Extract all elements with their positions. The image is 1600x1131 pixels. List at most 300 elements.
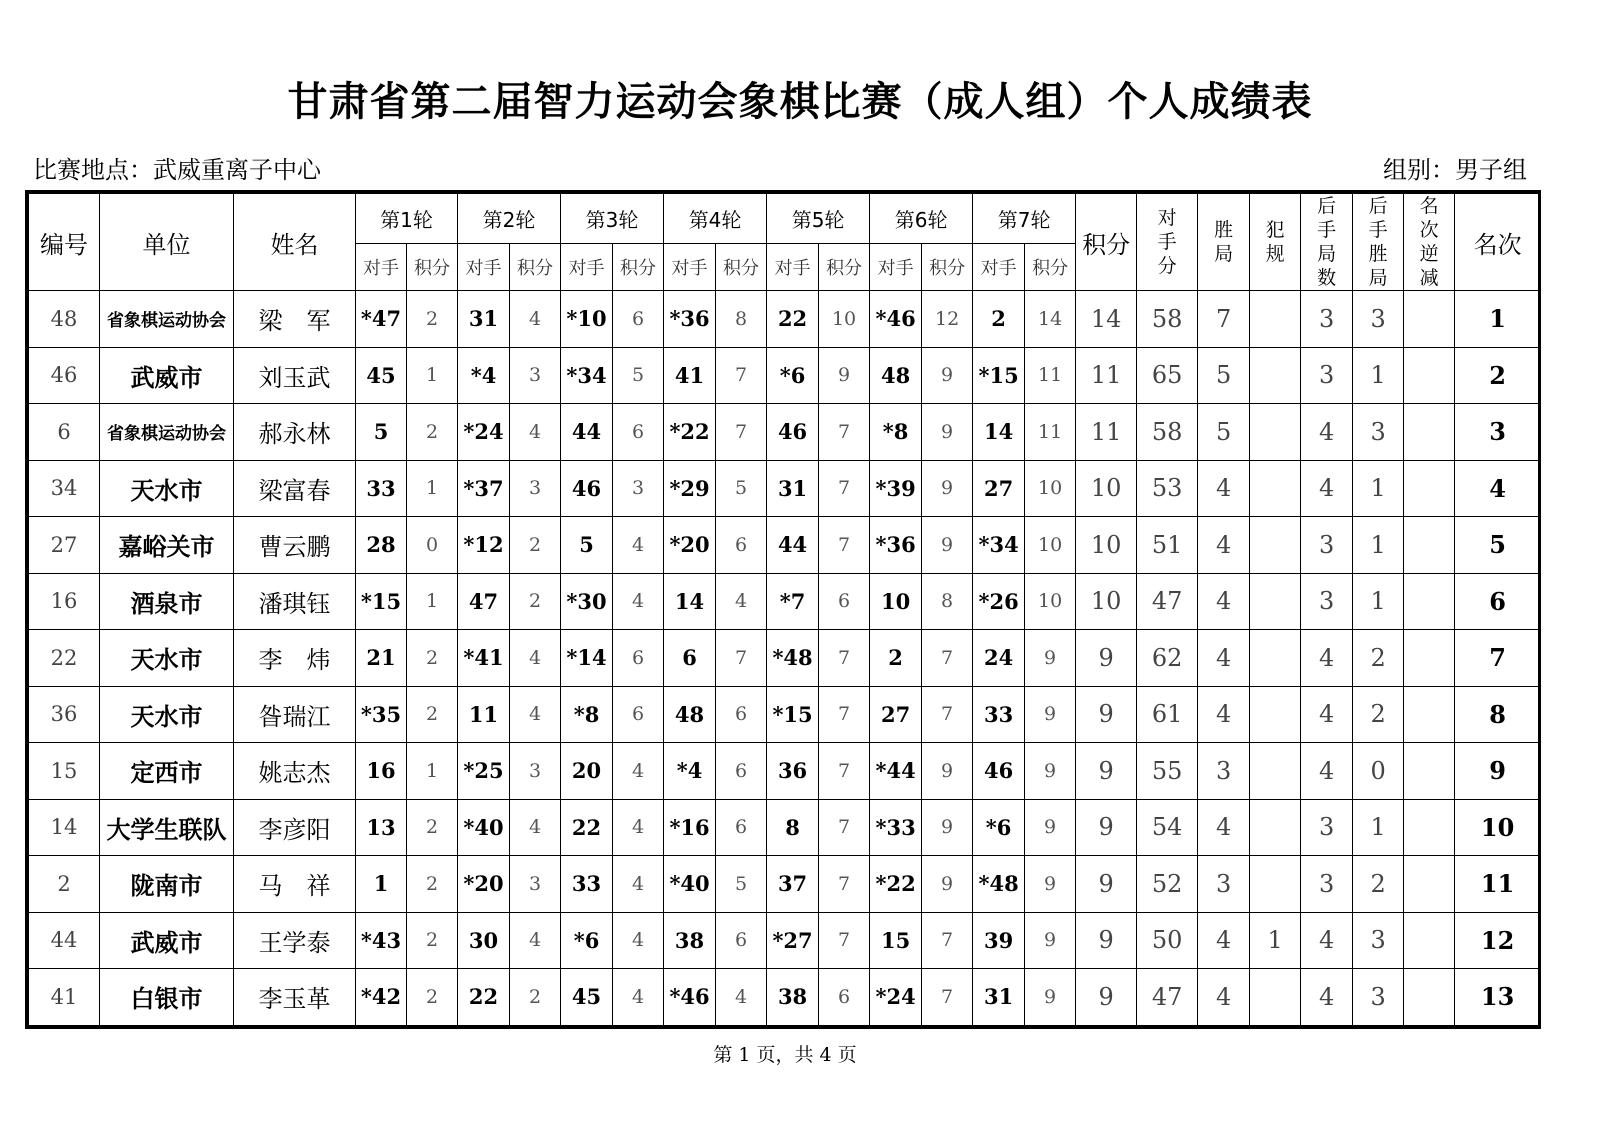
player-name: 刘玉武 [234,347,356,404]
table-row [29,856,1541,913]
total-score: 9 [1076,799,1137,856]
header-rank-reverse: 名次逆减 [1404,194,1455,291]
round-4-points: 5 [716,460,767,517]
rank-reverse [1404,912,1455,969]
header-round-5: 第5轮 [767,194,870,244]
round-3-opponent: *6 [561,912,613,969]
subheader-points-r4: 积分 [716,244,767,291]
player-number: 27 [29,517,100,574]
round-5-opponent: 8 [767,799,819,856]
round-4-points: 6 [716,517,767,574]
opponent-score: 54 [1137,799,1198,856]
header-round-6: 第6轮 [870,194,973,244]
fouls [1250,630,1301,687]
round-1-opponent: 1 [356,856,407,913]
venue-label: 比赛地点：武威重离子中心 [33,156,321,184]
header-black-games: 后手局数 [1301,194,1353,291]
table-row [29,291,1541,348]
fouls [1250,743,1301,800]
round-2-opponent: 11 [458,686,510,743]
subheader-points-r1: 积分 [407,244,458,291]
fouls [1250,404,1301,461]
round-4-opponent: 38 [664,912,716,969]
round-5-opponent: 44 [767,517,819,574]
round-6-points: 9 [922,799,973,856]
total-score: 9 [1076,856,1137,913]
round-1-points: 1 [407,743,458,800]
page-footer: 第 1 页，共 4 页 [713,1044,857,1066]
round-4-opponent: *22 [664,404,716,461]
round-5-opponent: 36 [767,743,819,800]
round-7-points: 9 [1025,686,1076,743]
rank-reverse [1404,291,1455,348]
rank-reverse [1404,347,1455,404]
round-4-points: 7 [716,404,767,461]
round-5-opponent: *15 [767,686,819,743]
round-4-opponent: *29 [664,460,716,517]
round-4-points: 6 [716,743,767,800]
rank-reverse [1404,404,1455,461]
round-4-points: 6 [716,686,767,743]
round-2-points: 4 [510,291,561,348]
round-7-opponent: *26 [973,573,1025,630]
black-games: 4 [1301,460,1353,517]
round-5-opponent: 46 [767,404,819,461]
black-wins: 2 [1353,630,1404,687]
opponent-score: 55 [1137,743,1198,800]
wins: 4 [1198,686,1250,743]
player-name: 梁 军 [234,291,356,348]
round-5-opponent: 38 [767,969,819,1026]
round-6-opponent: 2 [870,630,922,687]
wins: 4 [1198,573,1250,630]
player-unit: 酒泉市 [100,573,234,630]
round-6-points: 7 [922,630,973,687]
player-name: 李 炜 [234,630,356,687]
round-1-points: 2 [407,404,458,461]
round-5-opponent: *6 [767,347,819,404]
round-2-opponent: *4 [458,347,510,404]
black-wins: 1 [1353,573,1404,630]
fouls: 1 [1250,912,1301,969]
player-number: 22 [29,630,100,687]
opponent-score: 65 [1137,347,1198,404]
subheader-opponent-r4: 对手 [664,244,716,291]
round-1-points: 2 [407,912,458,969]
player-name: 姚志杰 [234,743,356,800]
player-unit: 武威市 [100,912,234,969]
table-row [29,912,1541,969]
rank-reverse [1404,517,1455,574]
round-5-opponent: *48 [767,630,819,687]
round-1-opponent: 28 [356,517,407,574]
total-score: 10 [1076,517,1137,574]
player-unit: 省象棋运动协会 [100,291,234,348]
black-games: 3 [1301,291,1353,348]
opponent-score: 50 [1137,912,1198,969]
round-4-opponent: *46 [664,969,716,1026]
round-6-opponent: *39 [870,460,922,517]
rank-reverse [1404,856,1455,913]
player-number: 48 [29,291,100,348]
round-3-opponent: *10 [561,291,613,348]
round-2-points: 4 [510,630,561,687]
round-3-opponent: *34 [561,347,613,404]
round-7-opponent: 27 [973,460,1025,517]
round-2-points: 3 [510,347,561,404]
round-3-opponent: *14 [561,630,613,687]
total-score: 14 [1076,291,1137,348]
round-7-points: 14 [1025,291,1076,348]
round-5-points: 9 [819,347,870,404]
round-7-opponent: 46 [973,743,1025,800]
subheader-points-r7: 积分 [1025,244,1076,291]
player-number: 34 [29,460,100,517]
round-1-opponent: *47 [356,291,407,348]
round-4-points: 6 [716,912,767,969]
round-5-points: 7 [819,856,870,913]
player-number: 36 [29,686,100,743]
round-3-opponent: *30 [561,573,613,630]
rank-reverse [1404,799,1455,856]
black-wins: 1 [1353,517,1404,574]
total-score: 10 [1076,573,1137,630]
player-unit: 天水市 [100,686,234,743]
subheader-opponent-r6: 对手 [870,244,922,291]
round-7-points: 9 [1025,630,1076,687]
header-opp-score: 对手分 [1137,194,1198,291]
round-6-opponent: *8 [870,404,922,461]
round-3-points: 4 [613,799,664,856]
round-4-points: 4 [716,969,767,1026]
opponent-score: 62 [1137,630,1198,687]
fouls [1250,460,1301,517]
black-games: 3 [1301,799,1353,856]
round-2-points: 4 [510,686,561,743]
round-5-points: 6 [819,573,870,630]
round-1-opponent: *43 [356,912,407,969]
round-3-points: 3 [613,460,664,517]
black-games: 4 [1301,630,1353,687]
round-5-points: 7 [819,630,870,687]
fouls [1250,573,1301,630]
round-5-points: 7 [819,404,870,461]
round-3-opponent: 5 [561,517,613,574]
table-row [29,630,1541,687]
round-4-points: 7 [716,347,767,404]
round-3-points: 4 [613,969,664,1026]
round-6-opponent: 27 [870,686,922,743]
table-header [29,194,1541,291]
round-4-opponent: *20 [664,517,716,574]
round-7-opponent: 39 [973,912,1025,969]
round-2-points: 3 [510,460,561,517]
wins: 3 [1198,856,1250,913]
round-7-points: 9 [1025,969,1076,1026]
round-6-opponent: 10 [870,573,922,630]
round-3-opponent: 46 [561,460,613,517]
subheader-opponent-r5: 对手 [767,244,819,291]
subheader-opponent-r7: 对手 [973,244,1025,291]
opponent-score: 61 [1137,686,1198,743]
black-games: 3 [1301,856,1353,913]
rank: 2 [1455,347,1541,404]
round-7-opponent: 24 [973,630,1025,687]
player-name: 李玉革 [234,969,356,1026]
round-1-points: 0 [407,517,458,574]
round-3-opponent: 33 [561,856,613,913]
header-num: 编号 [29,194,100,291]
player-unit: 省象棋运动协会 [100,404,234,461]
round-6-points: 9 [922,743,973,800]
fouls [1250,517,1301,574]
opponent-score: 47 [1137,969,1198,1026]
round-7-opponent: *6 [973,799,1025,856]
round-7-points: 10 [1025,517,1076,574]
black-wins: 2 [1353,686,1404,743]
wins: 5 [1198,347,1250,404]
rank: 7 [1455,630,1541,687]
round-6-points: 12 [922,291,973,348]
round-6-opponent: 15 [870,912,922,969]
round-1-points: 2 [407,969,458,1026]
fouls [1250,969,1301,1026]
player-unit: 定西市 [100,743,234,800]
header-wins: 胜局 [1198,194,1250,291]
wins: 4 [1198,460,1250,517]
header-round-7: 第7轮 [973,194,1076,244]
round-4-points: 8 [716,291,767,348]
black-wins: 2 [1353,856,1404,913]
wins: 4 [1198,912,1250,969]
round-2-opponent: *12 [458,517,510,574]
round-6-points: 7 [922,686,973,743]
total-score: 9 [1076,630,1137,687]
header-black-wins: 后手胜局 [1353,194,1404,291]
round-6-points: 8 [922,573,973,630]
round-1-opponent: 45 [356,347,407,404]
rank-reverse [1404,460,1455,517]
round-4-opponent: *36 [664,291,716,348]
round-6-opponent: *22 [870,856,922,913]
round-5-opponent: *7 [767,573,819,630]
player-name: 昝瑞江 [234,686,356,743]
round-2-opponent: *37 [458,460,510,517]
total-score: 11 [1076,347,1137,404]
subheader-points-r2: 积分 [510,244,561,291]
round-1-points: 2 [407,856,458,913]
fouls [1250,686,1301,743]
header-round-3: 第3轮 [561,194,664,244]
total-score: 9 [1076,969,1137,1026]
rank: 10 [1455,799,1541,856]
player-unit: 陇南市 [100,856,234,913]
wins: 4 [1198,517,1250,574]
results-table [28,193,1541,1026]
round-2-points: 3 [510,856,561,913]
player-name: 潘琪钰 [234,573,356,630]
round-3-opponent: 20 [561,743,613,800]
round-4-points: 7 [716,630,767,687]
rank-reverse [1404,743,1455,800]
round-6-opponent: *46 [870,291,922,348]
round-1-points: 2 [407,291,458,348]
player-unit: 白银市 [100,969,234,1026]
rank: 9 [1455,743,1541,800]
wins: 3 [1198,743,1250,800]
round-1-points: 1 [407,573,458,630]
black-games: 4 [1301,743,1353,800]
round-1-opponent: 33 [356,460,407,517]
round-4-opponent: *40 [664,856,716,913]
round-7-points: 10 [1025,460,1076,517]
black-wins: 3 [1353,291,1404,348]
round-7-opponent: 2 [973,291,1025,348]
table-row [29,347,1541,404]
header-round-4: 第4轮 [664,194,767,244]
round-4-opponent: 48 [664,686,716,743]
opponent-score: 53 [1137,460,1198,517]
round-7-opponent: 31 [973,969,1025,1026]
results-table-wrapper [25,190,1541,1029]
header-round-1: 第1轮 [356,194,458,244]
round-7-points: 9 [1025,743,1076,800]
subheader-points-r6: 积分 [922,244,973,291]
total-score: 11 [1076,404,1137,461]
round-3-points: 5 [613,347,664,404]
round-2-opponent: *20 [458,856,510,913]
round-5-opponent: 31 [767,460,819,517]
rank-reverse [1404,969,1455,1026]
black-wins: 3 [1353,969,1404,1026]
wins: 4 [1198,969,1250,1026]
round-4-opponent: 14 [664,573,716,630]
table-row [29,404,1541,461]
player-unit: 天水市 [100,630,234,687]
opponent-score: 51 [1137,517,1198,574]
round-2-opponent: 31 [458,291,510,348]
round-5-points: 6 [819,969,870,1026]
round-3-points: 6 [613,404,664,461]
round-2-points: 4 [510,404,561,461]
wins: 5 [1198,404,1250,461]
player-number: 16 [29,573,100,630]
round-6-points: 9 [922,856,973,913]
round-2-points: 4 [510,799,561,856]
round-6-points: 7 [922,969,973,1026]
header-name: 姓名 [234,194,356,291]
fouls [1250,291,1301,348]
round-4-opponent: 6 [664,630,716,687]
round-1-points: 2 [407,686,458,743]
round-2-opponent: 22 [458,969,510,1026]
round-5-points: 7 [819,686,870,743]
round-3-opponent: 44 [561,404,613,461]
opponent-score: 52 [1137,856,1198,913]
total-score: 9 [1076,686,1137,743]
player-number: 15 [29,743,100,800]
header-rank: 名次 [1455,194,1541,291]
rank: 6 [1455,573,1541,630]
header-score: 积分 [1076,194,1137,291]
rank: 8 [1455,686,1541,743]
player-unit: 武威市 [100,347,234,404]
subheader-points-r3: 积分 [613,244,664,291]
round-1-opponent: 16 [356,743,407,800]
header-round-2: 第2轮 [458,194,561,244]
black-wins: 1 [1353,460,1404,517]
opponent-score: 47 [1137,573,1198,630]
fouls [1250,799,1301,856]
round-1-points: 1 [407,347,458,404]
player-name: 郝永林 [234,404,356,461]
round-4-opponent: 41 [664,347,716,404]
round-7-opponent: 14 [973,404,1025,461]
black-games: 4 [1301,912,1353,969]
round-4-opponent: *4 [664,743,716,800]
round-6-opponent: 48 [870,347,922,404]
round-7-points: 9 [1025,912,1076,969]
round-7-opponent: *48 [973,856,1025,913]
round-2-opponent: *40 [458,799,510,856]
rank-reverse [1404,630,1455,687]
round-7-opponent: *15 [973,347,1025,404]
round-5-points: 10 [819,291,870,348]
black-games: 4 [1301,969,1353,1026]
rank: 11 [1455,856,1541,913]
rank-reverse [1404,686,1455,743]
round-5-opponent: *27 [767,912,819,969]
subheader-opponent-r2: 对手 [458,244,510,291]
round-4-points: 4 [716,573,767,630]
round-6-opponent: *36 [870,517,922,574]
page-title: 甘肃省第二届智力运动会象棋比赛（成人组）个人成绩表 [287,79,1313,125]
player-unit: 嘉峪关市 [100,517,234,574]
round-6-opponent: *24 [870,969,922,1026]
round-3-opponent: 22 [561,799,613,856]
round-5-opponent: 37 [767,856,819,913]
table-row [29,460,1541,517]
opponent-score: 58 [1137,404,1198,461]
table-row [29,969,1541,1026]
round-7-opponent: *34 [973,517,1025,574]
rank-reverse [1404,573,1455,630]
rank: 12 [1455,912,1541,969]
table-row [29,686,1541,743]
round-7-points: 11 [1025,404,1076,461]
table-body [29,291,1541,1026]
round-6-opponent: *33 [870,799,922,856]
table-row [29,799,1541,856]
round-2-points: 2 [510,969,561,1026]
round-1-points: 1 [407,460,458,517]
black-wins: 3 [1353,404,1404,461]
round-3-points: 4 [613,856,664,913]
wins: 4 [1198,630,1250,687]
round-7-points: 11 [1025,347,1076,404]
player-number: 41 [29,969,100,1026]
round-3-points: 6 [613,291,664,348]
round-7-points: 9 [1025,799,1076,856]
table-row [29,517,1541,574]
group-label: 组别：男子组 [1383,156,1527,184]
round-2-opponent: 47 [458,573,510,630]
header-unit: 单位 [100,194,234,291]
black-games: 3 [1301,573,1353,630]
round-6-points: 9 [922,347,973,404]
round-1-opponent: *35 [356,686,407,743]
round-6-points: 7 [922,912,973,969]
